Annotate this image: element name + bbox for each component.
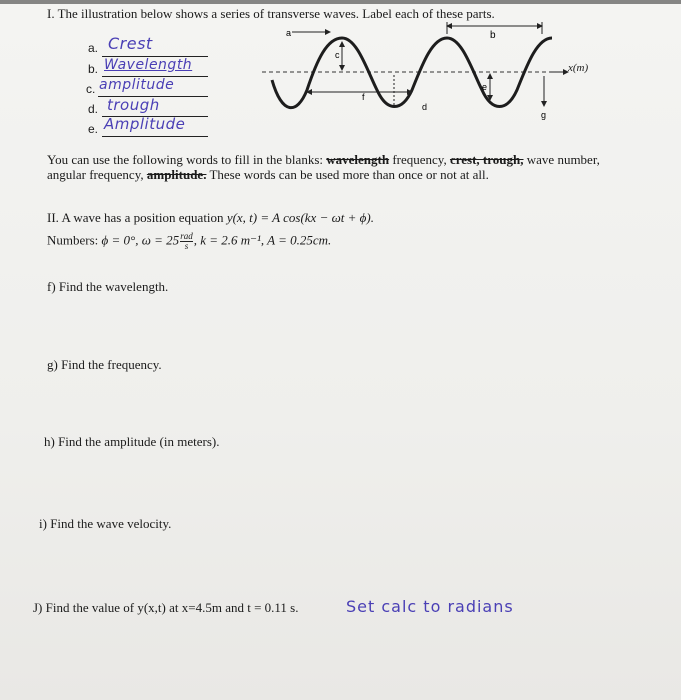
top-edge-shadow <box>0 0 681 4</box>
section2-title <box>47 210 374 226</box>
section1-title: I. The illustration below shows a series of transverse waves. Label each of these parts. <box>47 6 495 21</box>
hint-prefix: You can use the following words to fill in the blanks: <box>47 152 327 167</box>
label-b: b <box>490 30 496 41</box>
blank-b-letter: b. <box>88 62 99 76</box>
label-c: c <box>335 50 340 60</box>
question-f: f) Find the wavelength. <box>47 279 169 294</box>
wave-curve <box>272 38 552 108</box>
numbers-phi-omega: ϕ = 0°, ω = 25 <box>101 232 180 248</box>
rad-numerator: rad <box>180 231 193 241</box>
label-a: a <box>286 28 292 38</box>
wave-equation: y(x, t) = A cos(kx − ωt + ϕ). <box>226 210 374 225</box>
rad-per-s-fraction <box>180 232 193 251</box>
question-i: i) Find the wave velocity. <box>39 516 172 531</box>
blank-a-letter: a. <box>88 41 99 55</box>
hint-word-crest-trough: crest, trough, <box>449 152 524 167</box>
blank-c-letter: c. <box>86 82 96 96</box>
hint-note: These words can be used more than once or not at all. <box>209 167 489 182</box>
hint-word-wave-number: wave number, angular frequency, <box>47 152 600 182</box>
hint-word-wavelength: wavelength <box>326 152 390 167</box>
question-j-handwritten-note: Set calc to radians <box>346 597 514 616</box>
question-j: J) Find the value of y(x,t) at x=4.5m and t = 0.11 s. <box>33 600 299 615</box>
question-h: h) Find the amplitude (in meters). <box>44 434 220 449</box>
hint-word-frequency: frequency, <box>392 152 447 167</box>
axis-label-xm: x(m) <box>568 62 589 74</box>
blank-e-letter: e. <box>88 122 99 136</box>
blank-d-letter: d. <box>88 102 99 116</box>
section2-title-text: II. A wave has a position equation <box>47 210 227 225</box>
transverse-wave-diagram <box>262 20 582 130</box>
question-g: g) Find the frequency. <box>47 357 162 372</box>
label-e: e <box>482 82 488 92</box>
numbers-line <box>47 232 331 251</box>
blank-d-answer: trough <box>107 96 160 114</box>
label-f: f <box>362 92 365 102</box>
blank-c-answer: amplitude <box>99 77 175 93</box>
hint-word-amplitude: amplitude. <box>146 167 207 182</box>
blank-b-answer: Wavelength <box>104 57 193 73</box>
label-g: g <box>541 110 547 120</box>
s-denominator: s <box>184 241 189 251</box>
blank-e-answer: Amplitude <box>104 115 186 133</box>
blank-e-line <box>102 136 208 137</box>
hint-paragraph <box>47 152 607 182</box>
blank-a-answer: Crest <box>108 34 153 53</box>
label-d: d <box>422 102 428 112</box>
numbers-label: Numbers: <box>47 232 102 248</box>
numbers-rest: , k = 2.6 m⁻¹, A = 0.25cm. <box>193 232 332 248</box>
